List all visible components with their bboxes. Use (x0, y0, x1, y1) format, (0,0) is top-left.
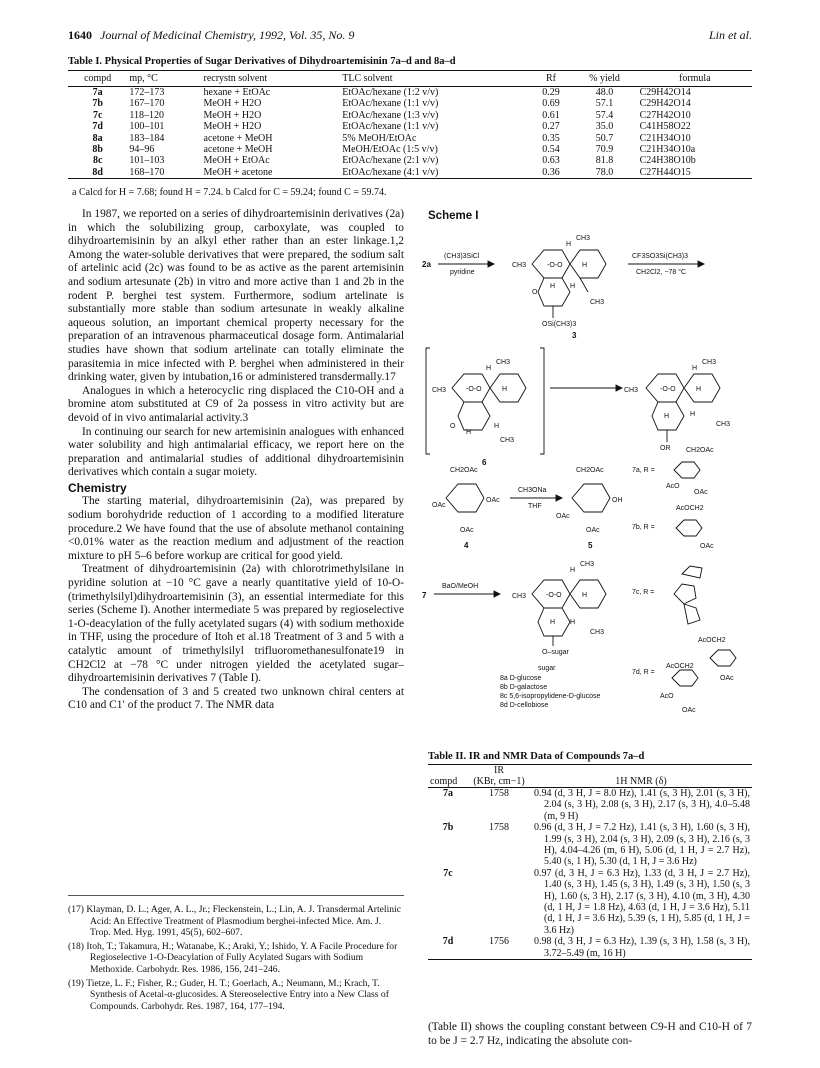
deacetylated-sugar-5 (556, 467, 623, 534)
column-header: formula (638, 71, 752, 87)
svg-text:CH3: CH3 (496, 359, 511, 366)
svg-text:7c, R =: 7c, R = (632, 589, 655, 596)
table-cell: 57.4 (595, 109, 614, 121)
table-cell: 7b (92, 98, 103, 110)
table-row (68, 98, 752, 109)
table-cell: C27H44O15 (638, 167, 752, 179)
sugar-key-item: 8d D-cellobiose (500, 702, 549, 709)
reagent-label: pyridine (450, 269, 475, 276)
acetal-product-7 (624, 359, 730, 452)
column-header (530, 765, 752, 777)
table-cell: 7d (92, 121, 103, 133)
sugar-key-heading: sugar (538, 665, 556, 672)
svg-text:OAc: OAc (432, 502, 446, 509)
table-cell: 7a (443, 788, 453, 799)
table-cell: C27H42O10 (639, 109, 691, 121)
table-cell (468, 868, 530, 936)
table-cell: C29H42O14 (639, 87, 691, 98)
table1-header-row (68, 71, 752, 87)
sugar-key-item: 8b D-galactose (500, 684, 548, 691)
column-header: 1H NMR (δ) (530, 776, 752, 788)
r-group-7b (632, 505, 714, 550)
svg-text:OAc: OAc (460, 527, 474, 534)
svg-text:O–sugar: O–sugar (542, 649, 569, 656)
table-cell: 0.61 (542, 109, 560, 121)
table-row (68, 133, 752, 144)
r-group-7c (632, 566, 702, 624)
page-number: 1640 (68, 28, 92, 42)
table-cell: 167–170 (129, 98, 165, 110)
journal-citation: Journal of Medicinal Chemistry, 1992, Vol. 35, No. 9 (100, 28, 355, 42)
table-cell: 0.98 (d, 3 H, J = 6.3 Hz), 1.39 (s, 3 H), 1.58 (s, 3 H), 3.72–5.49 (m, 16 H) (530, 936, 752, 959)
table-row (68, 87, 752, 99)
table-cell: acetone + MeOH (203, 132, 273, 144)
reference: (18) Itoh, T.; Takamura, H.; Watanabe, K.; Araki, Y.; Ishido, Y. A Facile Procedure for Regioselective 1-O-Deacylation of Fully Acylated Sugars with Sodium Methoxide. Carbohydr. Res. 1986, 156, 241–246. (68, 940, 398, 975)
svg-text:AcOCH2: AcOCH2 (698, 637, 726, 644)
table-cell: 50.7 (595, 132, 614, 144)
table-row (428, 788, 752, 823)
column-header: Rf (531, 71, 572, 87)
svg-text:O: O (450, 423, 456, 430)
compound-label-6: 6 (482, 458, 487, 467)
table-cell: C21H34O10 (639, 132, 691, 144)
reagent-label: CH2Cl2, −78 °C (636, 269, 687, 276)
paragraph: Analogues in which a heterocyclic ring displaced the C10-OH and a bromine atom substituted at C9 of 2a possess in vitro activity but are devoid of in vivo antimalarial activity.3 (68, 384, 404, 424)
table-cell: 101–103 (129, 155, 165, 167)
table-row (68, 144, 752, 155)
svg-text:AcO: AcO (660, 693, 674, 700)
svg-text:CH3: CH3 (512, 262, 527, 269)
table-cell: 57.1 (595, 98, 614, 110)
table-cell: 168–170 (127, 167, 201, 179)
column-header: IR (468, 765, 530, 777)
svg-text:AcOCH2: AcOCH2 (676, 505, 704, 512)
table-row (68, 167, 752, 179)
paragraph: In continuing our search for new artemisinin analogues with enhanced water solubility and high antimalarial efficacy, we report here on the preparation and antimalarial studies of additional dihydroartemisinin derivatives which contain a sugar moiety. (68, 425, 404, 479)
table-cell: 1758 (489, 788, 509, 799)
footnote-references (68, 895, 404, 1014)
table-cell: 8c (92, 155, 103, 167)
svg-text:H: H (466, 429, 472, 436)
r-group-7d (632, 637, 736, 714)
table-cell: 8a (92, 132, 103, 144)
svg-text:CH2OAc: CH2OAc (576, 467, 604, 474)
table-cell: 7a (92, 87, 103, 98)
table-cell: 81.8 (595, 155, 614, 167)
column-header: (KBr, cm−1) (468, 776, 530, 788)
table-cell: 0.36 (531, 167, 572, 179)
table-cell: C29H42O14 (639, 98, 691, 110)
table-cell: C21H34O10a (639, 144, 696, 156)
column-header: % yield (571, 71, 637, 87)
table-row (68, 155, 752, 166)
svg-text:OAc: OAc (586, 527, 600, 534)
table-cell: 7c (92, 109, 103, 121)
svg-text:CH3: CH3 (590, 629, 605, 636)
svg-text:AcOCH2: AcOCH2 (666, 663, 694, 670)
table-cell: MeOH + acetone (202, 167, 341, 179)
table-row (68, 110, 752, 121)
table2-header-row (428, 765, 752, 777)
table-cell: 7c (443, 867, 453, 879)
table-cell: 0.94 (d, 3 H, J = 8.0 Hz), 1.41 (s, 3 H), 2.01 (s, 3 H), 2.04 (s, 3 H), 2.08 (s, 3 H), 2.17 (s, 3 H), 4.0–5.48 (m, 9 H) (534, 788, 750, 822)
compound-label-4: 4 (464, 541, 469, 550)
table-cell: 0.96 (d, 3 H, J = 7.2 Hz), 1.41 (s, 3 H), 1.60 (s, 3 H), 1.99 (s, 3 H), 2.04 (s, 3 H), 2.09 (s, 3 H), 2.16 (s, 3 H), 4.04–4.26 (m, 6 H), 5.06 (d, 1 H, J = 2.7 Hz), 5.40 (s, 1 H), 5.30 (d, 1 H, J = 3.6 Hz) (534, 822, 750, 868)
table2-header-row (428, 776, 752, 788)
column-header: mp, °C (127, 71, 201, 87)
table-cell: hexane + EtOAc (203, 87, 271, 98)
svg-text:H: H (570, 567, 576, 574)
svg-text:O: O (532, 289, 538, 296)
paragraph: Treatment of dihydroartemisinin (2a) with chlorotrimethylsilane in pyridine solution at −10 °C gave a nearly quantitative yield of 10-O-(trimethylsilyl)dihydroartemisinin (3), an essential intermediate for this series (Scheme I). Another intermediate 5 was prepared by regioselective 1-O-deacylation of the fully acetylated sugars (4) with sodium methoxide in THF, using the procedure of Itoh et al.18 Treatment of 3 and 5 with a catalytic amount of trimethylsilyl trifluoromethanesulfonate19 in CH2Cl2 at −78 °C under nitrogen yielded the acetylated sugar–dihydroartemisinin derivatives 7 (Table I). (68, 563, 404, 685)
table-cell: 48.0 (595, 87, 614, 98)
table-cell: 7d (428, 936, 468, 959)
table-cell: 118–120 (129, 109, 164, 121)
svg-text:H: H (696, 386, 702, 393)
svg-text:7b, R =: 7b, R = (632, 524, 655, 531)
header-left (68, 28, 354, 43)
svg-text:OAc: OAc (682, 707, 696, 714)
table-cell: EtOAc/hexane (1:2 v/v) (342, 87, 439, 98)
svg-text:-O-O: -O-O (466, 386, 482, 393)
compound-label-7: 7 (422, 591, 427, 600)
svg-text:H: H (502, 386, 508, 393)
column-header: compd (428, 776, 468, 788)
r-group-7a (632, 447, 714, 496)
right-column-text: (Table II) shows the coupling constant between C9-H and C10-H of 7 to be J = 2.7 Hz, indicating the absolute con- (428, 1021, 752, 1047)
svg-text:H: H (566, 241, 572, 248)
reagent-label: CH3ONa (518, 487, 547, 494)
table2 (428, 764, 752, 960)
svg-text:7a, R =: 7a, R = (632, 467, 655, 474)
table-cell: 8d (68, 167, 127, 179)
table-cell: EtOAc/hexane (2:1 v/v) (342, 155, 439, 167)
reagent-label: THF (528, 503, 542, 510)
table-cell: 0.69 (542, 98, 560, 110)
table-cell: 0.27 (542, 121, 560, 133)
svg-text:CH3: CH3 (512, 593, 527, 600)
paragraph: The condensation of 3 and 5 created two unknown chiral centers at C10 and C1′ of the product 7. The NMR data (68, 685, 404, 712)
scheme-diagram (420, 222, 756, 747)
svg-text:OAc: OAc (486, 497, 500, 504)
sugar-key-item: 8a D-glucose (500, 675, 542, 682)
svg-text:-O-O: -O-O (547, 262, 563, 269)
table-cell: 78.0 (571, 167, 637, 179)
table1-footnote: a Calcd for H = 7.68; found H = 7.24. b Calcd for C = 59.24; found C = 59.74. (72, 187, 387, 198)
svg-text:H: H (494, 423, 500, 430)
table-cell: 70.9 (595, 144, 614, 156)
svg-text:-O-O: -O-O (546, 592, 562, 599)
svg-text:H: H (664, 413, 670, 420)
svg-text:AcO: AcO (666, 483, 680, 490)
table1-caption: Table I. Physical Properties of Sugar Derivatives of Dihydroartemisinin 7a–d and 8a–d (68, 56, 456, 67)
reagent-label: (CH3)3SiCl (444, 253, 480, 260)
table-cell: EtOAc/hexane (1:3 v/v) (342, 109, 439, 121)
table-cell: C41H58O22 (639, 121, 691, 133)
svg-text:CH3: CH3 (576, 235, 591, 242)
reagent-label: BaO/MeOH (442, 583, 479, 590)
compound-label-2a: 2a (422, 260, 431, 269)
paragraph: In 1987, we reported on a series of dihydroartemisinin derivatives (2a) in which the solubilizing group, carboxylate, was coupled to dihydroartemisinin by an alkyl ether rather than an ester linkage.1,2 Among the water-soluble derivatives that were prepared, the sodium salt of artelinic acid (2c) was found to be as active as the parent artemisinin and sodium artesunate (2b) in vitro and more active than 1 and 2b in the rodent P. berghei test system. Furthermore, sodium artelinate is substantially more stable than sodium artesunate in weakly alkaline aqueous solution, an important chemical property necessary for the preparation of an intravenous pharmaceutical dosage form. Antimalarial studies have shown that sodium artelinate can totally eliminate the parasitemia in mice infected with P. berghei when administered in their drinking water, given by intubation,16 or administered transdermally.17 (68, 208, 404, 384)
svg-text:CH3: CH3 (702, 359, 717, 366)
column-header: recrystn solvent (202, 71, 341, 87)
table-cell: 0.63 (542, 155, 560, 167)
reference: (17) Klayman, D. L.; Ager, A. L., Jr.; Fleckenstein, L.; Lin, A. J. Transdermal Artelinic Acid: An Effective Treatment of Plasmodium berghei-infected Mice. Am. J. Trop. Med. Hyg. 1991, 45(5), 602–607. (68, 904, 401, 939)
reagent-label: CF3SO3Si(CH3)3 (632, 253, 689, 260)
column-header: TLC solvent (340, 71, 530, 87)
table-cell: 8b (92, 144, 103, 156)
sugar-key-item: 8c 5,6-isopropylidene-D-glucose (500, 693, 601, 700)
artemisinin-skeleton-3 (512, 235, 606, 328)
table-cell: 94–96 (129, 144, 155, 156)
svg-text:OH: OH (612, 497, 623, 504)
svg-text:H: H (582, 262, 588, 269)
svg-text:CH3: CH3 (580, 561, 595, 568)
table-row (68, 121, 752, 132)
table1-body (68, 87, 752, 179)
table-cell: 0.97 (d, 3 H, J = 6.3 Hz), 1.33 (d, 3 H, J = 2.7 Hz), 1.40 (s, 3 H), 1.45 (s, 3 H), 1.49 (s, 3 H), 1.50 (s, 3 H), 1.60 (s, 3 H), 2.17 (s, 3 H), 4.10 (m, 3 H), 4.30 (d, 1 H, J = 1.8 Hz), 4.63 (d, 1 H, J = 3.6 Hz), 5.11 (d, 1 H, J = 3.6 Hz), 5.39 (s, 1 H), 5.85 (d, 1 H, J = 3.6 Hz) (534, 867, 750, 936)
svg-text:CH2OAc: CH2OAc (686, 447, 714, 454)
acetylated-sugar-4 (432, 467, 500, 534)
table-cell: MeOH + H2O (203, 121, 262, 133)
column-header: compd (68, 71, 127, 87)
table-cell: EtOAc/hexane (1:1 v/v) (342, 121, 439, 133)
table-cell: 100–101 (129, 121, 165, 133)
svg-text:CH3: CH3 (624, 387, 639, 394)
table-cell: 1758 (489, 822, 509, 834)
svg-text:CH3: CH3 (716, 421, 731, 428)
column-header (428, 765, 468, 777)
table2-body (428, 788, 752, 960)
compound-label-5: 5 (588, 541, 593, 550)
reference: (19) Tietze, L. F.; Fisher, R.; Guder, H. T.; Goerlach, A.; Neumann, M.; Krach, T. Synthesis of Acetal-α-glucosides. A Stereoselective Entry into a New Class of Compounds. Carbohydr. Res. 1987, 164, 177–194. (68, 977, 389, 1012)
svg-text:-O-O: -O-O (660, 386, 676, 393)
svg-text:H: H (486, 365, 492, 372)
page-header (68, 28, 752, 43)
table-cell: 35.0 (595, 121, 614, 133)
table-cell: 7b (442, 822, 454, 834)
table-cell: acetone + MeOH (203, 144, 273, 156)
section-heading: Chemistry (68, 480, 127, 495)
table-row (428, 868, 752, 936)
svg-text:H: H (690, 411, 696, 418)
table-cell: 172–173 (129, 87, 165, 98)
sugar-product-8 (512, 561, 606, 656)
left-column (68, 208, 404, 713)
table-cell: 1756 (468, 936, 530, 959)
svg-text:H: H (570, 619, 576, 626)
svg-text:OSi(CH3)3: OSi(CH3)3 (542, 321, 577, 328)
table-cell: MeOH + EtOAc (203, 155, 270, 167)
svg-text:OAc: OAc (720, 675, 734, 682)
table-row (428, 822, 752, 868)
table-cell: EtOAc/hexane (4:1 v/v) (340, 167, 530, 179)
svg-text:CH3: CH3 (590, 299, 605, 306)
table-cell: 5% MeOH/EtOAc (342, 132, 417, 144)
table-cell: MeOH + H2O (203, 109, 262, 121)
svg-text:OAc: OAc (694, 489, 708, 496)
compound-label-3: 3 (572, 331, 577, 340)
svg-text:OR: OR (660, 445, 671, 452)
svg-text:H: H (570, 283, 576, 290)
paragraph: The starting material, dihydroartemisinin (2a), was prepared by sodium borohydride reduction of 1 according to a modified literature procedure.2 We have found that the use of absolute methanol containing <0.01% water as the reaction medium and adjustment of the reaction mixture to pH 5–6 before workup are critical for good yield. (68, 495, 404, 562)
table-cell: 0.35 (542, 132, 560, 144)
svg-text:OAc: OAc (700, 543, 714, 550)
table-cell: 0.29 (542, 87, 560, 98)
table-cell: C24H38O10b (639, 155, 696, 167)
table-cell: 183–184 (129, 132, 165, 144)
svg-text:OAc: OAc (556, 513, 570, 520)
table1 (68, 70, 752, 179)
svg-text:CH3: CH3 (500, 437, 515, 444)
table-cell: MeOH + H2O (203, 98, 262, 110)
svg-text:CH2OAc: CH2OAc (450, 467, 478, 474)
svg-text:CH3: CH3 (432, 387, 447, 394)
oxonium-intermediate-6 (432, 359, 526, 444)
svg-text:H: H (550, 619, 556, 626)
svg-text:H: H (582, 592, 588, 599)
table-row (428, 936, 752, 959)
table-cell: EtOAc/hexane (1:1 v/v) (342, 98, 439, 110)
scheme-title: Scheme I (428, 210, 479, 222)
svg-text:H: H (550, 283, 556, 290)
table-cell: 0.54 (542, 144, 560, 156)
svg-text:H: H (692, 365, 698, 372)
table-cell: MeOH/EtOAc (1:5 v/v) (342, 144, 438, 156)
header-authors: Lin et al. (708, 28, 752, 42)
svg-text:7d, R =: 7d, R = (632, 669, 655, 676)
table2-caption: Table II. IR and NMR Data of Compounds 7a–d (428, 751, 645, 762)
